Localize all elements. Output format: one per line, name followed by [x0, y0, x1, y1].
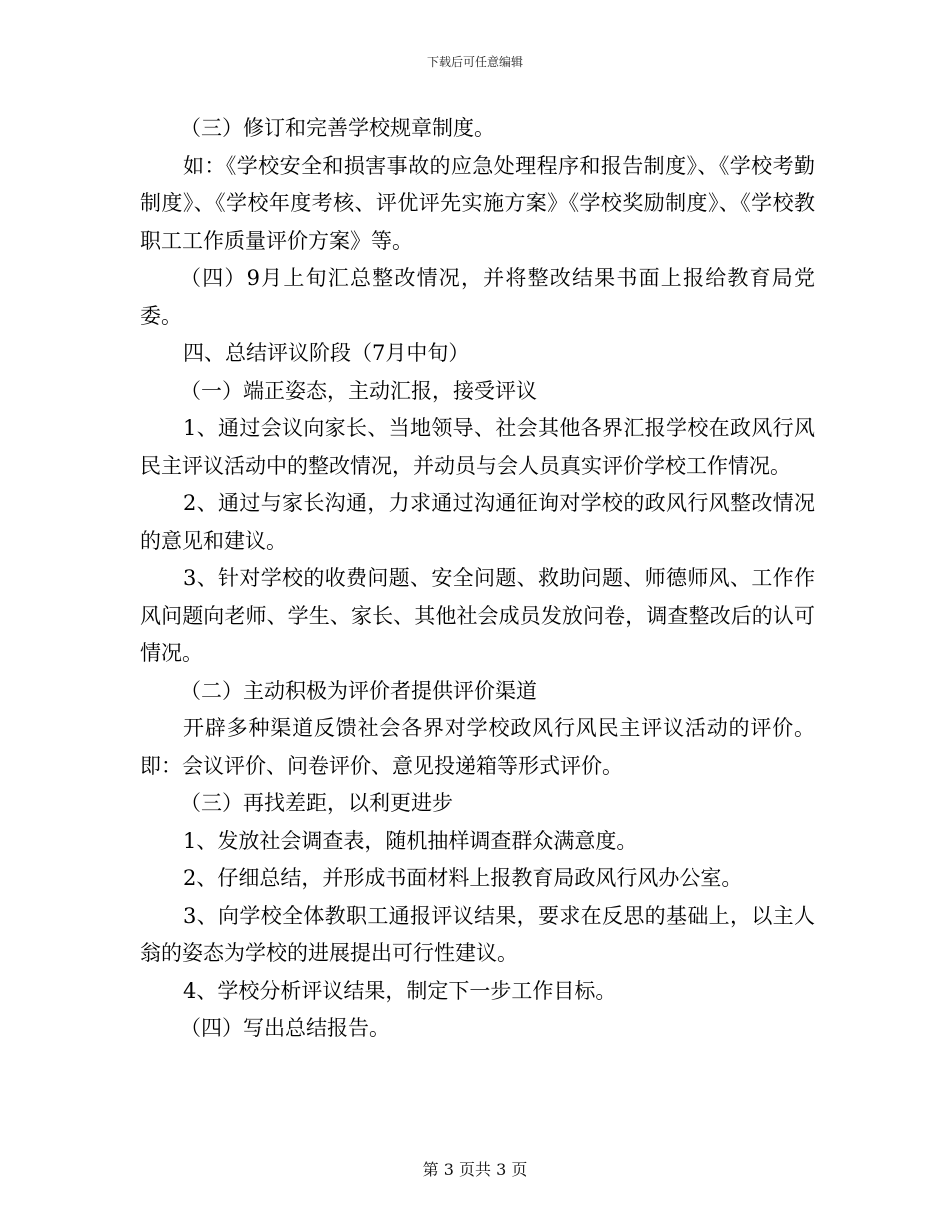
paragraph-feedback-channels: 开辟多种渠道反馈社会各界对学校政风行风民主评议活动的评价。即：会议评价、问卷评价、意见投递箱等形式评价。 — [140, 716, 815, 778]
page-header: 下载后可任意编辑 — [426, 55, 523, 69]
paragraph-rules-examples: 如：《学校安全和损害事故的应急处理程序和报告制度》、《学校考勤制度》、《学校年度考核、评优评先实施方案》《学校奖励制度》、《学校教职工工作质量评价方案》等。 — [140, 153, 815, 253]
paragraph-item-1-questionnaire: 1、发放社会调查表，随机抽样调查群众满意度。 — [183, 828, 638, 853]
section-heading-report-writing: （四）写出总结报告。 — [180, 1016, 390, 1040]
section-heading-summary-phase: 四、总结评议阶段（7月中旬） — [183, 341, 470, 365]
page-footer: 第 3 页共 3 页 — [422, 1160, 528, 1179]
paragraph-item-2-summary: 2、仔细总结，并形成书面材料上报教育局政风行风办公室。 — [183, 866, 743, 890]
section-heading-gaps: （三）再找差距，以利更进步 — [180, 791, 453, 815]
section-heading-report: （一）端正姿态，主动汇报，接受评议 — [180, 378, 537, 403]
section-heading-channels: （二）主动积极为评价者提供评价渠道 — [180, 678, 537, 703]
paragraph-item-3-survey: 3、针对学校的收费问题、安全问题、救助问题、师德师风、工作作风问题向老师、学生、家长、其他社会成员发放问卷，调查整改后的认可情况。 — [140, 566, 815, 665]
paragraph-item-3-notify: 3、向学校全体教职工通报评议结果，要求在反思的基础上，以主人翁的姿态为学校的进展提出可行性建议。 — [140, 903, 815, 965]
document-body — [140, 110, 815, 1048]
paragraph-item-1-meeting: 1、通过会议向家长、当地领导、社会其他各界汇报学校在政风行风民主评议活动中的整改情况，并动员与会人员真实评价学校工作情况。 — [140, 416, 815, 478]
paragraph-september-summary: （四）9月上旬汇总整改情况，并将整改结果书面上报给教育局党委。 — [140, 266, 815, 328]
paragraph-item-4-analysis: 4、学校分析评议结果，制定下一步工作目标。 — [183, 978, 617, 1003]
section-heading-revise-rules: （三）修订和完善学校规章制度。 — [180, 116, 495, 140]
paragraph-item-2-parents: 2、通过与家长沟通，力求通过沟通征询对学校的政风行风整改情况的意见和建议。 — [140, 491, 815, 553]
